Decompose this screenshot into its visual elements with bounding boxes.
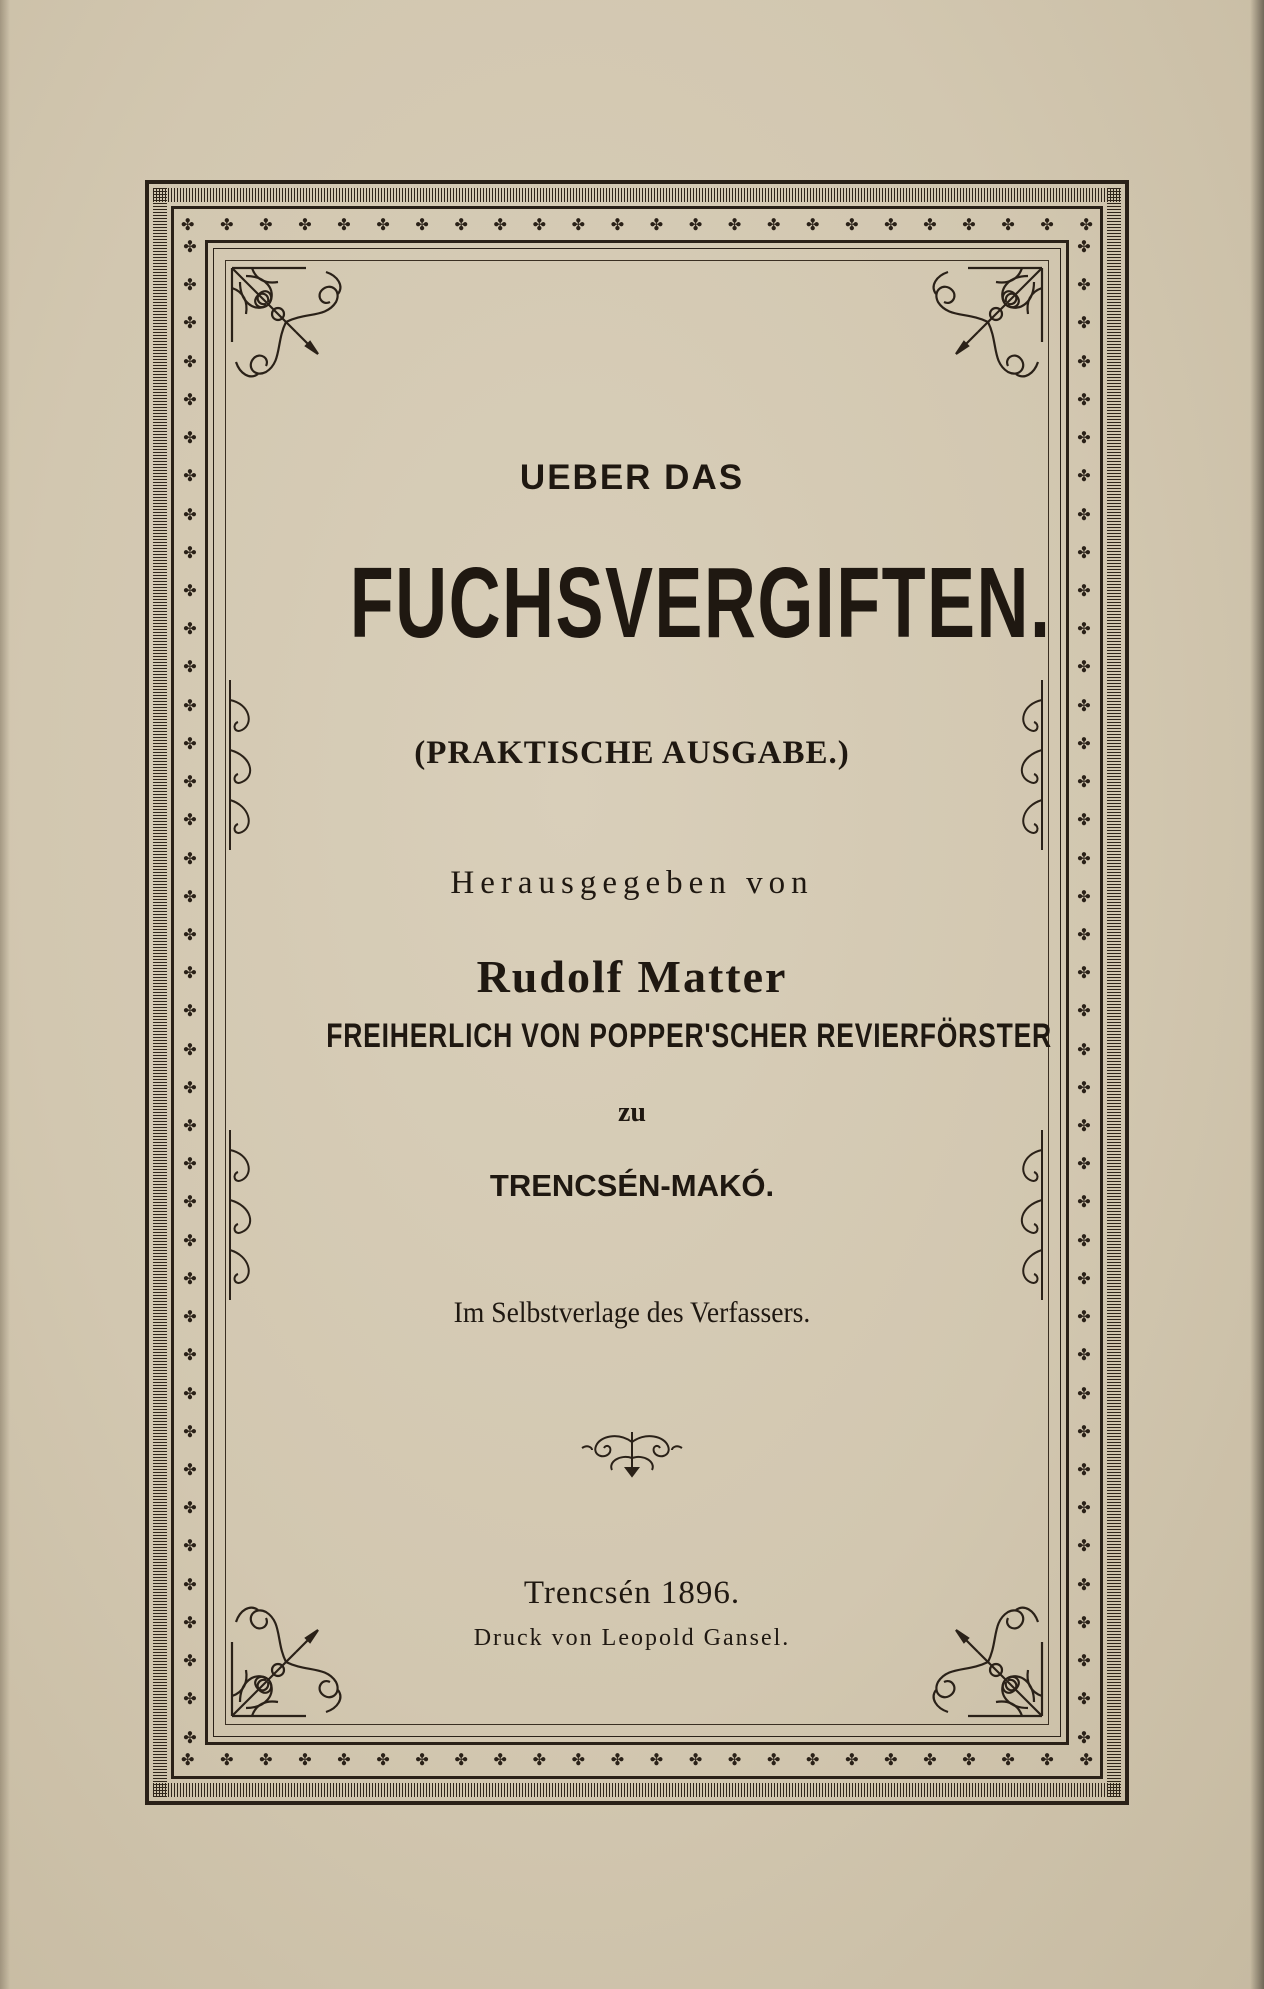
fleuron-icon: ✤ <box>1077 1345 1091 1365</box>
fleuron-icon: ✤ <box>220 215 234 234</box>
fleuron-row-top <box>177 214 1097 236</box>
fleuron-icon: ✤ <box>183 810 197 830</box>
fleuron-icon: ✤ <box>415 1750 429 1769</box>
fleuron-icon: ✤ <box>1077 504 1091 524</box>
fleuron-icon: ✤ <box>610 215 625 234</box>
fleuron-icon: ✤ <box>1077 1651 1091 1671</box>
corner-flourish-icon <box>908 262 1048 402</box>
fleuron-icon: ✤ <box>183 1192 197 1212</box>
fleuron-icon: ✤ <box>1077 733 1091 753</box>
fleuron-column-right <box>1073 238 1095 1747</box>
fleuron-icon: ✤ <box>454 215 468 234</box>
fleuron-icon: ✤ <box>183 275 197 295</box>
fleuron-icon: ✤ <box>727 1750 742 1769</box>
fleuron-icon: ✤ <box>183 1421 197 1441</box>
fleuron-row-bottom <box>177 1749 1097 1771</box>
fleuron-icon: ✤ <box>183 1498 197 1518</box>
fleuron-icon: ✤ <box>183 542 197 562</box>
fleuron-icon: ✤ <box>298 1750 312 1769</box>
fleuron-icon: ✤ <box>1077 1192 1091 1212</box>
corner-flourish-icon <box>226 262 366 402</box>
printer-line: Druck von Leopold Gansel. <box>473 1625 791 1651</box>
fleuron-icon: ✤ <box>183 1345 197 1365</box>
fleuron-icon: ✤ <box>183 1651 197 1671</box>
fleuron-icon: ✤ <box>1077 1268 1091 1288</box>
fleuron-icon: ✤ <box>1077 428 1091 448</box>
fleuron-icon: ✤ <box>337 1750 351 1769</box>
fleuron-icon: ✤ <box>337 215 351 234</box>
preposition-zu: zu <box>618 1097 646 1128</box>
fleuron-icon: ✤ <box>259 1750 273 1769</box>
fleuron-icon: ✤ <box>1040 1750 1054 1769</box>
fleuron-icon: ✤ <box>1077 1001 1091 1021</box>
fleuron-icon: ✤ <box>1077 1689 1091 1709</box>
fleuron-icon: ✤ <box>727 215 742 234</box>
fleuron-icon: ✤ <box>571 1750 586 1769</box>
fleuron-icon: ✤ <box>1077 848 1091 868</box>
hatched-border-bottom <box>153 1783 1121 1797</box>
fleuron-icon: ✤ <box>766 1750 781 1769</box>
side-scroll-icon <box>226 1130 262 1300</box>
fleuron-icon: ✤ <box>183 1039 197 1059</box>
fleuron-icon: ✤ <box>298 215 312 234</box>
fleuron-icon: ✤ <box>183 963 197 983</box>
fleuron-icon: ✤ <box>1077 580 1091 600</box>
fleuron-icon: ✤ <box>183 772 197 792</box>
fleuron-icon: ✤ <box>1077 1460 1091 1479</box>
fleuron-icon: ✤ <box>806 215 820 234</box>
fleuron-icon: ✤ <box>183 1612 197 1632</box>
fleuron-icon: ✤ <box>183 733 197 753</box>
fleuron-icon: ✤ <box>1077 1421 1091 1441</box>
fleuron-icon: ✤ <box>1079 215 1093 234</box>
fleuron-icon: ✤ <box>376 215 390 234</box>
fleuron-icon: ✤ <box>183 1383 197 1403</box>
fleuron-icon: ✤ <box>181 1750 195 1769</box>
fleuron-icon: ✤ <box>376 1750 390 1769</box>
page-right-edge-shadow <box>1250 0 1264 1989</box>
fleuron-icon: ✤ <box>610 1750 625 1769</box>
fleuron-icon: ✤ <box>1077 1612 1091 1632</box>
fleuron-icon: ✤ <box>1077 619 1091 639</box>
author-name: Rudolf Matter <box>476 951 788 1002</box>
fleuron-icon: ✤ <box>183 1230 197 1250</box>
fleuron-icon: ✤ <box>183 657 197 677</box>
fleuron-icon: ✤ <box>1077 772 1091 792</box>
side-scroll-icon <box>1010 1130 1046 1300</box>
fleuron-icon: ✤ <box>183 580 197 600</box>
fleuron-icon: ✤ <box>183 1001 197 1021</box>
fleuron-icon: ✤ <box>1077 924 1091 944</box>
fleuron-icon: ✤ <box>1077 466 1091 486</box>
fleuron-icon: ✤ <box>259 215 273 234</box>
center-vignette-icon <box>578 1428 686 1478</box>
fleuron-icon: ✤ <box>1077 313 1091 333</box>
fleuron-icon: ✤ <box>1077 351 1091 371</box>
fleuron-icon: ✤ <box>183 237 197 256</box>
fleuron-icon: ✤ <box>532 215 546 234</box>
fleuron-icon: ✤ <box>1077 1536 1091 1556</box>
fleuron-icon: ✤ <box>183 886 197 906</box>
fleuron-icon: ✤ <box>923 1750 937 1769</box>
fleuron-icon: ✤ <box>1077 657 1091 677</box>
fleuron-icon: ✤ <box>766 215 781 234</box>
fleuron-icon: ✤ <box>183 428 197 448</box>
edition-note: (PRAKTISCHE AUSGABE.) <box>414 735 850 771</box>
fleuron-icon: ✤ <box>183 1460 197 1479</box>
author-place: TRENCSÉN-MAKÓ. <box>489 1168 775 1203</box>
fleuron-icon: ✤ <box>806 1750 820 1769</box>
fleuron-icon: ✤ <box>1077 1077 1091 1097</box>
fleuron-icon: ✤ <box>1077 1383 1091 1403</box>
fleuron-icon: ✤ <box>1040 215 1054 234</box>
fleuron-icon: ✤ <box>1077 1154 1091 1174</box>
fleuron-icon: ✤ <box>532 1750 546 1769</box>
fleuron-icon: ✤ <box>1077 389 1091 409</box>
fleuron-icon: ✤ <box>183 1077 197 1097</box>
fleuron-icon: ✤ <box>183 389 197 409</box>
fleuron-icon: ✤ <box>649 1750 664 1769</box>
fleuron-icon: ✤ <box>1077 275 1091 295</box>
publisher-note: Im Selbstverlage des Verfassers. <box>453 1296 811 1329</box>
page-left-edge <box>0 0 10 1989</box>
fleuron-icon: ✤ <box>1001 215 1015 234</box>
fleuron-icon: ✤ <box>1077 1230 1091 1250</box>
hatched-border-left <box>153 188 167 1797</box>
fleuron-icon: ✤ <box>183 313 197 333</box>
imprint-place-year: Trencsén 1896. <box>523 1575 741 1611</box>
fleuron-icon: ✤ <box>962 215 976 234</box>
fleuron-icon: ✤ <box>1077 237 1091 256</box>
fleuron-icon: ✤ <box>183 504 197 524</box>
fleuron-icon: ✤ <box>493 1750 507 1769</box>
fleuron-icon: ✤ <box>183 1268 197 1288</box>
fleuron-icon: ✤ <box>923 215 937 234</box>
fleuron-icon: ✤ <box>183 1689 197 1709</box>
fleuron-icon: ✤ <box>1077 1039 1091 1059</box>
fleuron-icon: ✤ <box>688 1750 703 1769</box>
fleuron-icon: ✤ <box>884 215 898 234</box>
fleuron-icon: ✤ <box>183 1574 197 1594</box>
hatched-border-right <box>1107 188 1121 1797</box>
fleuron-icon: ✤ <box>845 1750 859 1769</box>
author-position: FREIHERLICH VON POPPER'SCHER REVIERFÖRSTER <box>326 1017 1052 1055</box>
fleuron-icon: ✤ <box>183 1154 197 1174</box>
fleuron-icon: ✤ <box>415 215 429 234</box>
fleuron-icon: ✤ <box>1077 810 1091 830</box>
fleuron-icon: ✤ <box>183 848 197 868</box>
fleuron-icon: ✤ <box>183 1727 197 1747</box>
fleuron-icon: ✤ <box>183 695 197 715</box>
fleuron-icon: ✤ <box>1001 1750 1015 1769</box>
fleuron-icon: ✤ <box>183 619 197 639</box>
fleuron-icon: ✤ <box>1079 1750 1093 1769</box>
fleuron-icon: ✤ <box>183 351 197 371</box>
fleuron-icon: ✤ <box>183 924 197 944</box>
fleuron-column-left <box>179 238 201 1747</box>
issued-by-line: Herausgegeben von <box>450 865 814 901</box>
fleuron-icon: ✤ <box>1077 542 1091 562</box>
fleuron-icon: ✤ <box>962 1750 976 1769</box>
cover-subtitle: UEBER DAS <box>519 458 745 497</box>
fleuron-icon: ✤ <box>571 215 586 234</box>
fleuron-icon: ✤ <box>183 1536 197 1556</box>
fleuron-icon: ✤ <box>220 1750 234 1769</box>
fleuron-icon: ✤ <box>1077 1307 1091 1327</box>
cover-title: FUCHSVERGIFTEN. <box>349 547 1052 659</box>
fleuron-icon: ✤ <box>845 215 859 234</box>
fleuron-icon: ✤ <box>181 215 195 234</box>
fleuron-icon: ✤ <box>649 215 664 234</box>
fleuron-icon: ✤ <box>493 215 507 234</box>
fleuron-icon: ✤ <box>183 1307 197 1327</box>
fleuron-icon: ✤ <box>688 215 703 234</box>
fleuron-icon: ✤ <box>1077 886 1091 906</box>
fleuron-icon: ✤ <box>1077 1727 1091 1747</box>
fleuron-icon: ✤ <box>1077 1498 1091 1518</box>
fleuron-icon: ✤ <box>1077 1116 1091 1136</box>
hatched-border-top <box>153 188 1121 202</box>
fleuron-icon: ✤ <box>884 1750 898 1769</box>
fleuron-icon: ✤ <box>1077 695 1091 715</box>
fleuron-icon: ✤ <box>1077 1574 1091 1594</box>
fleuron-icon: ✤ <box>454 1750 468 1769</box>
fleuron-icon: ✤ <box>183 1116 197 1136</box>
fleuron-icon: ✤ <box>1077 963 1091 983</box>
fleuron-icon: ✤ <box>183 466 197 486</box>
